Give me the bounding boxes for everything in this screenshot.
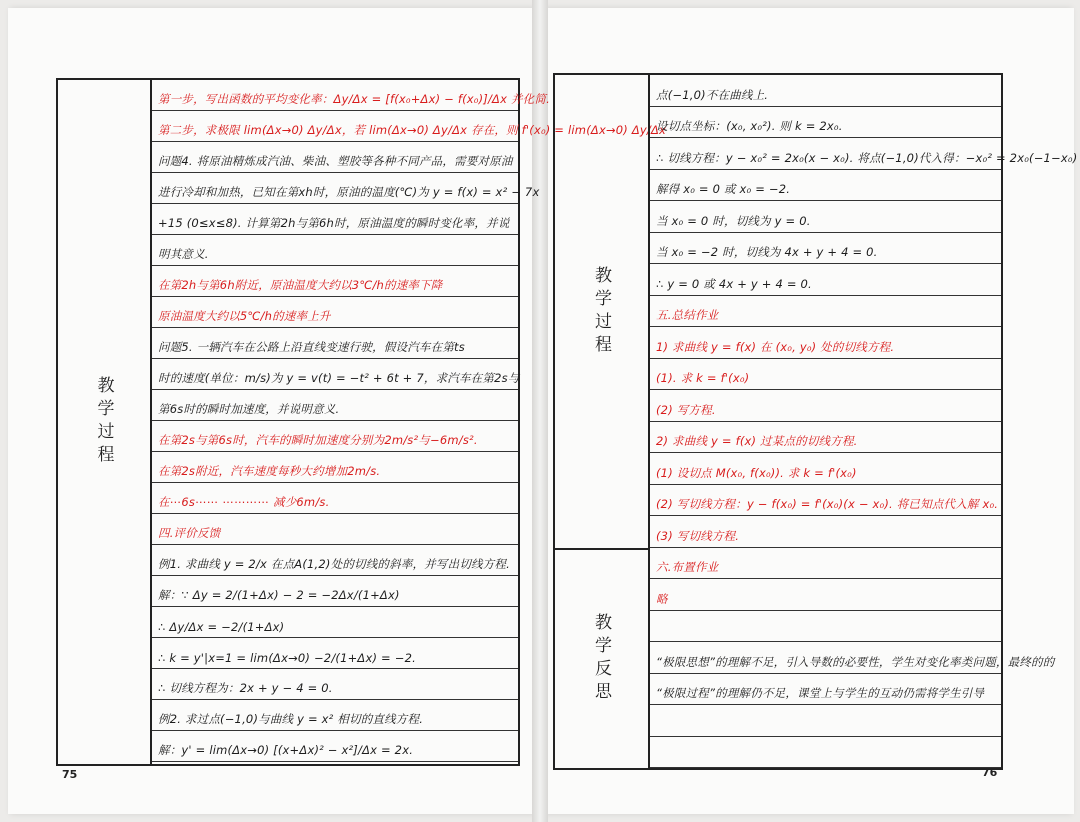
reflection-label: 教学反思: [591, 613, 611, 705]
text-line: [152, 173, 540, 204]
text-line: [650, 642, 1055, 674]
line-text: 在第2h与第6h附近，原油温度大约以3℃/h的速率下降: [158, 278, 443, 292]
text-line: [650, 138, 1078, 170]
line-text: 点(−1,0)不在曲线上.: [656, 87, 769, 102]
right-lesson-table: [553, 73, 1078, 770]
line-text: 在第2s与第6s时，汽车的瞬时加速度分别为2m/s²与−6m/s².: [158, 433, 478, 447]
line-text: 第一步，写出函数的平均变化率：Δy/Δx = [f(x₀+Δx) − f(x₀)]/Δx 并化简.: [158, 92, 550, 106]
left-page-number: 75: [62, 768, 78, 781]
line-text: 在第2s附近，汽车速度每秒大约增加2m/s.: [158, 464, 381, 478]
text-line: [650, 485, 1001, 517]
line-text: 解：∵ Δy = 2/(1+Δx) − 2 = −2Δx/(1+Δx): [158, 588, 400, 602]
line-text: (2) 写切线方程：y − f(x₀) = f'(x₀)(x − x₀). 将已知点代入解 x₀.: [656, 497, 999, 511]
text-line: [650, 296, 1001, 328]
text-line: [650, 390, 1001, 422]
line-text: 1) 求曲线 y = f(x) 在 (x₀, y₀) 处的切线方程.: [656, 339, 895, 354]
text-line: [650, 579, 1001, 611]
text-line: [650, 674, 1001, 706]
text-line: [152, 638, 518, 669]
line-text: ∴ Δy/Δx = −2/(1+Δx): [158, 620, 285, 634]
text-line: [152, 142, 518, 173]
text-line: [650, 233, 1001, 265]
text-line: [152, 390, 518, 421]
text-line: [152, 235, 518, 266]
line-text: ∴ k = y'|x=1 = lim(Δx→0) −2/(1+Δx) = −2.: [158, 651, 416, 665]
line-text: 第6s时的瞬时加速度，并说明意义.: [158, 402, 340, 416]
line-text: 当 x₀ = 0 时，切线为 y = 0.: [656, 213, 811, 228]
line-text: 进行冷却和加热，已知在第xh时，原油的温度(℃)为 y = f(x) = x² − 7x: [158, 185, 540, 199]
left-label-column: [58, 80, 152, 764]
text-line: [650, 327, 1001, 359]
text-line: [152, 576, 518, 607]
line-text: 略: [656, 591, 668, 606]
text-line: [152, 297, 518, 328]
line-text: “极限过程”的理解仍不足，课堂上与学生的互动仍需将学生引导: [656, 686, 985, 700]
line-text: “极限思想”的理解不足，引入导数的必要性，学生对变化率类问题，最终的的: [656, 654, 1055, 669]
line-text: 当 x₀ = −2 时，切线为 4x + y + 4 = 0.: [656, 245, 878, 259]
line-text: (1). 求 k = f'(x₀): [656, 371, 750, 385]
text-line: [650, 201, 1001, 233]
line-text: 时的速度(单位：m/s)为 y = v(t) = −t² + 6t + 7，求汽车在第2s与: [158, 371, 520, 385]
line-text: 设切点坐标：(x₀, x₀²). 则 k = 2x₀.: [656, 119, 843, 133]
text-line: [650, 359, 1001, 391]
line-text: 2) 求曲线 y = f(x) 过某点的切线方程.: [656, 434, 858, 448]
text-line: [152, 607, 518, 638]
line-text: (3) 写切线方程.: [656, 528, 740, 543]
text-line: [650, 264, 1001, 296]
text-line: [152, 545, 518, 576]
text-line: [650, 170, 1001, 202]
text-line: [152, 111, 667, 142]
line-text: 四.评价反馈: [158, 526, 221, 540]
right-page-number: 76: [982, 766, 998, 779]
text-line: [152, 483, 518, 514]
line-text: 问题4. 将原油精炼成汽油、柴油、塑胶等各种不同产品，需要对原油: [158, 154, 513, 168]
line-text: 解：y' = lim(Δx→0) [(x+Δx)² − x²]/Δx = 2x.: [158, 743, 414, 757]
line-text: (2) 写方程.: [656, 402, 716, 417]
line-text: ∴ 切线方程为：2x + y − 4 = 0.: [158, 681, 333, 695]
text-line: [152, 514, 518, 545]
right-section-label: 教学过程: [591, 265, 611, 358]
line-text: 原油温度大约以5℃/h的速率上升: [158, 309, 331, 323]
line-text: 解得 x₀ = 0 或 x₀ = −2.: [656, 182, 791, 196]
text-line: [152, 80, 550, 111]
text-line: [152, 266, 518, 297]
text-line: [650, 516, 1001, 548]
text-line: [650, 453, 1001, 485]
text-line: [152, 204, 518, 235]
line-text: +15 (0≤x≤8). 计算第2h与第6h时，原油温度的瞬时变化率，并说: [158, 216, 510, 230]
line-text: 在⋯6s⋯⋯ ⋯⋯⋯⋯ 减少6m/s.: [158, 495, 330, 509]
text-line: [152, 359, 518, 390]
text-line: [650, 611, 1001, 643]
text-line: [650, 737, 1001, 769]
line-text: 第二步，求极限 lim(Δx→0) Δy/Δx，若 lim(Δx→0) Δy/Δx 存在，则 f'(x₀) = lim(Δx→0) Δy/Δx: [158, 123, 667, 137]
text-line: [152, 328, 518, 359]
text-line: [650, 548, 1001, 580]
line-text: 五.总结作业: [656, 308, 719, 322]
line-text: 问题5. 一辆汽车在公路上沿直线变速行驶，假设汽车在第ts: [158, 340, 465, 354]
text-line: [650, 107, 1001, 139]
text-line: [152, 731, 518, 762]
text-line: [650, 705, 1001, 737]
left-section-label: 教学过程: [93, 376, 114, 468]
line-text: 六.布置作业: [656, 560, 719, 574]
text-line: [650, 75, 1001, 107]
text-line: [152, 700, 518, 731]
text-line: [152, 669, 518, 700]
line-text: 例1. 求曲线 y = 2/x 在点A(1,2)处的切线的斜率，并写出切线方程.: [158, 557, 510, 571]
text-line: [152, 421, 518, 452]
line-text: (1) 设切点 M(x₀, f(x₀)). 求 k = f'(x₀): [656, 465, 857, 480]
line-text: 明其意义.: [158, 247, 209, 261]
right-label-column: [555, 75, 650, 768]
line-text: 例2. 求过点(−1,0)与曲线 y = x² 相切的直线方程.: [158, 712, 424, 726]
right-lines: [650, 75, 1078, 768]
line-text: ∴ y = 0 或 4x + y + 4 = 0.: [656, 276, 812, 291]
text-line: [152, 452, 518, 483]
text-line: [650, 422, 1001, 454]
line-text: ∴ 切线方程：y − x₀² = 2x₀(x − x₀). 将点(−1,0)代入得：−x₀² = 2x₀(−1−x₀): [656, 150, 1078, 165]
